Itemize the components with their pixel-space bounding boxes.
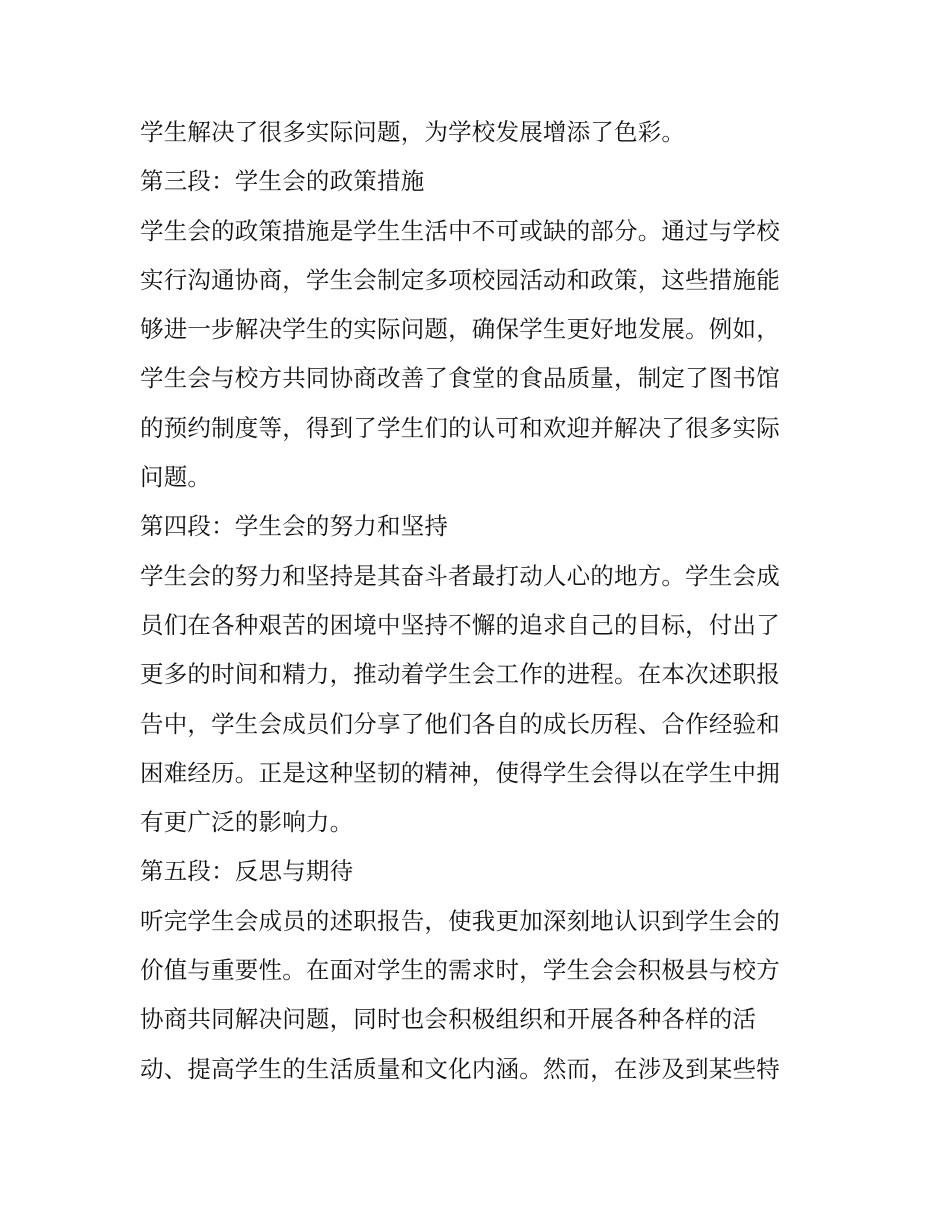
paragraph-line: 学生会的政策措施是学生生活中不可或缺的部分。通过与学校 — [140, 216, 780, 245]
section-heading-3: 第三段：学生会的政策措施 — [140, 167, 425, 196]
paragraph-line: 学生解决了很多实际问题，为学校发展增添了色彩。 — [140, 118, 686, 146]
paragraph-line: 的预约制度等，得到了学生们的认可和欢迎并解决了很多实际 — [140, 413, 780, 442]
paragraph-line: 动、提高学生的生活质量和文化内涵。然而，在涉及到某些特 — [140, 1054, 780, 1083]
paragraph-line: 协商共同解决问题，同时也会积极组织和开展各种各样的活 — [140, 1005, 757, 1034]
paragraph-line: 告中，学生会成员们分享了他们各自的成长历程、合作经验和 — [140, 709, 780, 738]
paragraph-line: 价值与重要性。在面对学生的需求时，学生会会积极县与校方 — [140, 956, 780, 985]
section-heading-5: 第五段：反思与期待 — [140, 857, 354, 886]
paragraph-line: 困难经历。正是这种坚韧的精神，使得学生会得以在学生中拥 — [140, 758, 780, 787]
section-heading-4: 第四段：学生会的努力和坚持 — [140, 512, 449, 541]
paragraph-line: 更多的时间和精力，推动着学生会工作的进程。在本次述职报 — [140, 660, 780, 689]
paragraph-line: 够进一步解决学生的实际问题，确保学生更好地发展。例如， — [140, 315, 780, 344]
paragraph-line: 听完学生会成员的述职报告，使我更加深刻地认识到学生会的 — [140, 906, 780, 935]
paragraph-line: 有更广泛的影响力。 — [140, 808, 354, 837]
paragraph-line: 学生会的努力和坚持是其奋斗者最打动人心的地方。学生会成 — [140, 561, 780, 590]
paragraph-line: 员们在各种艰苦的困境中坚持不懈的追求自己的目标，付出了 — [140, 610, 780, 639]
paragraph-line: 学生会与校方共同协商改善了食堂的食品质量，制定了图书馆 — [140, 364, 780, 393]
paragraph-line: 问题。 — [140, 463, 212, 492]
paragraph-line: 实行沟通协商，学生会制定多项校园活动和政策，这些措施能 — [140, 265, 780, 294]
document-body — [140, 108, 820, 1094]
